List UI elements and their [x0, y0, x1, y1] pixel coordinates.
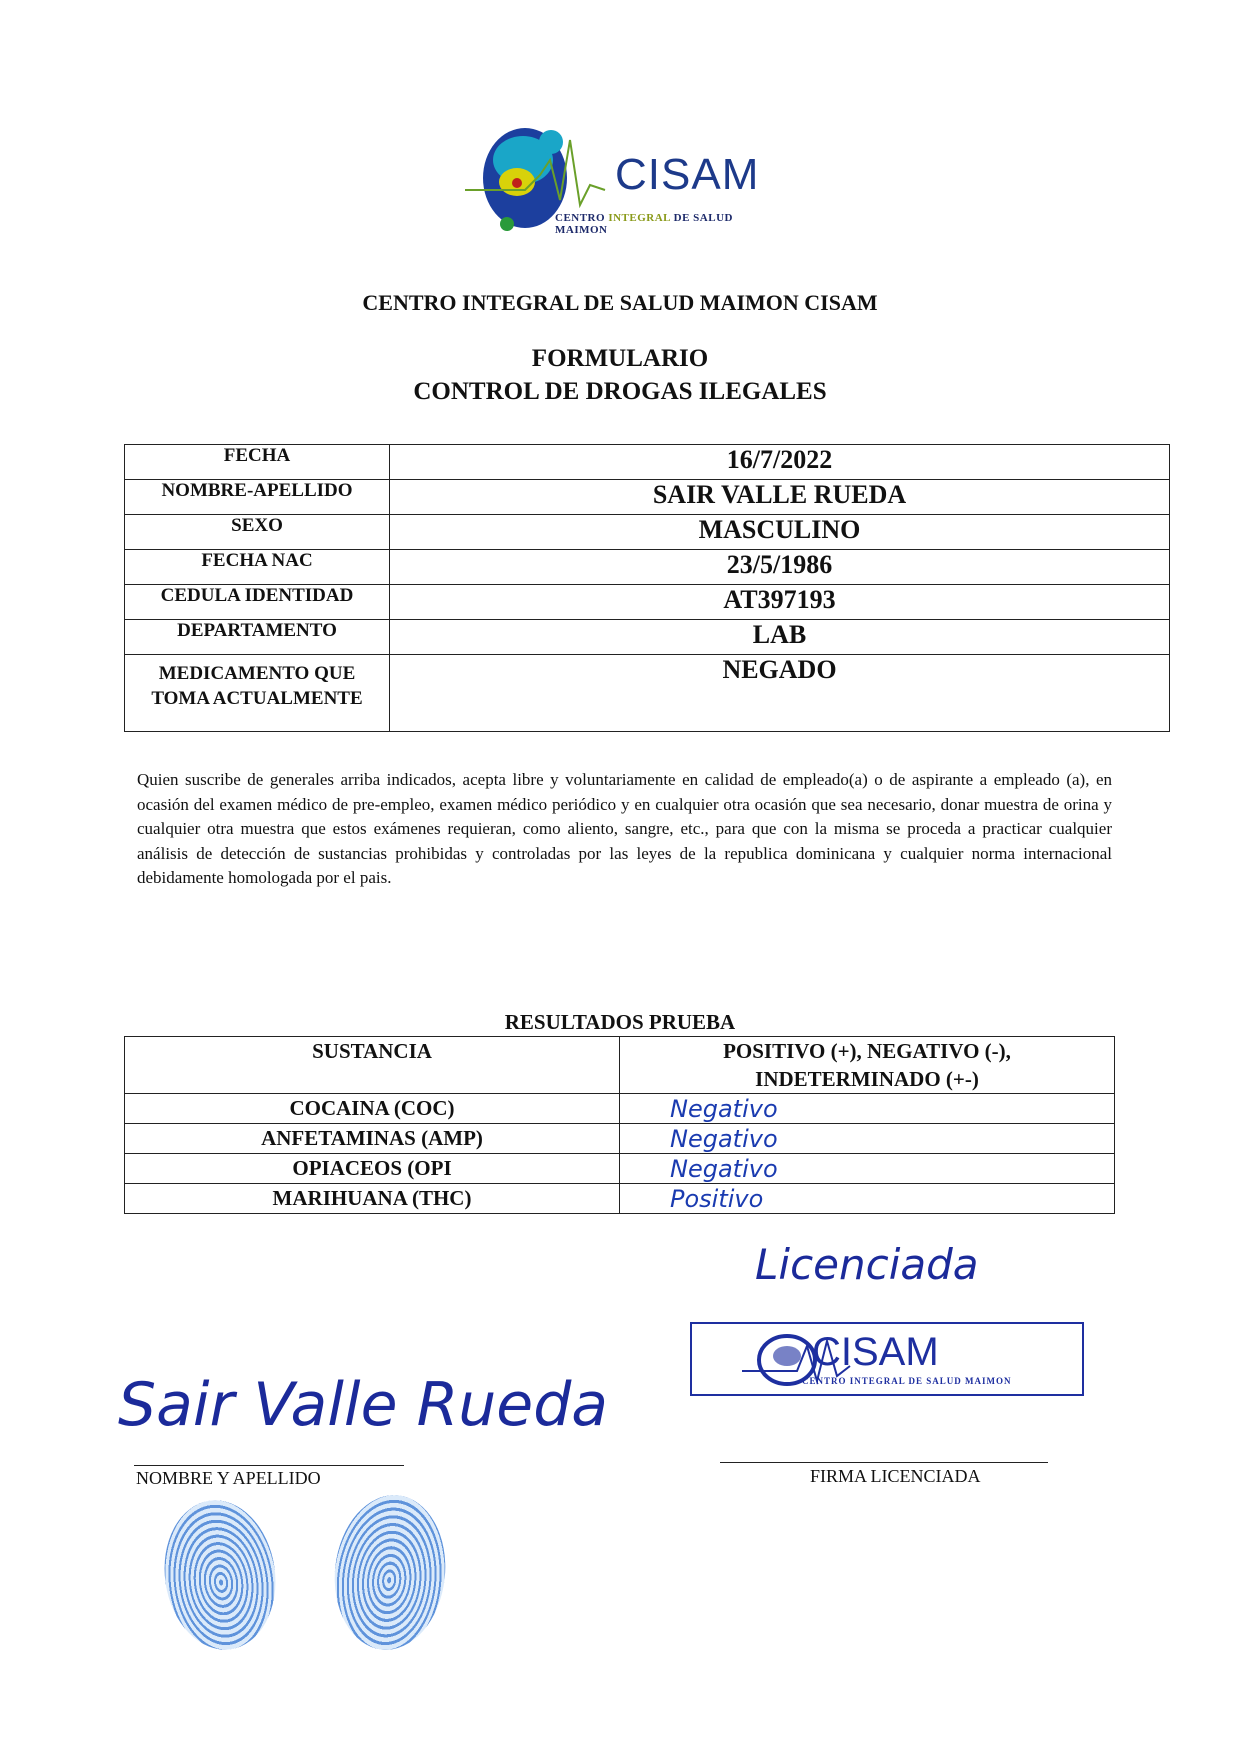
cisam-stamp [690, 1322, 1084, 1396]
fingerprint-icon [155, 1493, 285, 1657]
results-table [124, 1036, 1115, 1214]
info-row-medication [125, 655, 1170, 732]
substance-column-header: SUSTANCIA [125, 1037, 620, 1094]
organization-title: CENTRO INTEGRAL DE SALUD MAIMON CISAM [362, 290, 878, 315]
info-label: FECHA NAC [125, 550, 390, 585]
medication-value: NEGADO [390, 655, 1170, 732]
medication-label-line-1: MEDICAMENTO QUE [158, 663, 356, 684]
info-value: AT397193 [390, 585, 1170, 620]
firma-label: FIRMA LICENCIADA [810, 1466, 981, 1486]
signature-line-left [134, 1465, 404, 1466]
substance-cell: COCAINA (COC) [125, 1094, 620, 1124]
name-label: NOMBRE Y APELLIDO [136, 1468, 321, 1488]
info-row [125, 585, 1170, 620]
info-value: MASCULINO [390, 515, 1170, 550]
results-row [125, 1184, 1115, 1214]
technician-signature: Licenciada [755, 1240, 979, 1289]
fingerprint-icon [327, 1490, 453, 1656]
employee-signature: Sair Valle Rueda [118, 1370, 609, 1440]
info-row [125, 620, 1170, 655]
consent-paragraph: Quien suscribe de generales arriba indicados, acepta libre y voluntariamente en calidad de empleado(a) o de aspirante a empleado (a), en ocasión del examen médico de pre-empleo, examen médico periódico y en cualquier otra ocasión que sea necesario, donar muestra de orina y cualquier otra muestra que estos exámenes requieran, como aliento, sangre, etc., para que con la misma se proceda a practicar cualquier análisis de detección de sustancias prohibidas y controladas por las leyes de la republica dominicana y cualquier norma internacional debidamente homologada por el pais. [137, 770, 1112, 887]
medication-label-line-2: TOMA ACTUALMENTE [151, 688, 363, 709]
result-handwritten: Negativo [620, 1094, 1115, 1124]
results-title: RESULTADOS PRUEBA [504, 1010, 736, 1034]
info-label: DEPARTAMENTO [125, 620, 390, 655]
info-value: LAB [390, 620, 1170, 655]
info-row [125, 445, 1170, 480]
info-label: FECHA [125, 445, 390, 480]
info-row [125, 515, 1170, 550]
substance-cell: MARIHUANA (THC) [125, 1184, 620, 1214]
logo-brand-text: CISAM [615, 150, 760, 199]
info-value: 23/5/1986 [390, 550, 1170, 585]
signature-line-right [720, 1462, 1048, 1463]
results-row [125, 1154, 1115, 1184]
form-title: FORMULARIO [531, 345, 709, 372]
results-header-row [125, 1037, 1115, 1094]
logo-subtitle [555, 212, 785, 236]
results-row [125, 1094, 1115, 1124]
info-row [125, 480, 1170, 515]
info-label: CEDULA IDENTIDAD [125, 585, 390, 620]
result-handwritten: Positivo [620, 1184, 1115, 1214]
result-handwritten: Negativo [620, 1154, 1115, 1184]
info-value: 16/7/2022 [390, 445, 1170, 480]
substance-cell: OPIACEOS (OPI [125, 1154, 620, 1184]
stamp-subtitle: CENTRO INTEGRAL DE SALUD MAIMON [802, 1376, 1012, 1386]
result-handwritten: Negativo [620, 1124, 1115, 1154]
results-row [125, 1124, 1115, 1154]
info-label: SEXO [125, 515, 390, 550]
info-row [125, 550, 1170, 585]
info-label: NOMBRE-APELLIDO [125, 480, 390, 515]
patient-info-table [124, 444, 1170, 732]
logo-sub-mid: INTEGRAL [608, 212, 671, 224]
logo-sub-left: CENTRO [555, 212, 609, 224]
form-subtitle: CONTROL DE DROGAS ILEGALES [413, 378, 827, 405]
info-value: SAIR VALLE RUEDA [390, 480, 1170, 515]
medication-label [125, 655, 390, 732]
result-header-line-2: INDETERMINADO (+-) [755, 1067, 979, 1091]
cisam-logo [465, 120, 785, 240]
substance-cell: ANFETAMINAS (AMP) [125, 1124, 620, 1154]
result-column-header [620, 1037, 1115, 1094]
stamp-brand: CISAM [812, 1330, 939, 1374]
logo-sub-right: DE SALUD MAIMON [555, 212, 733, 236]
result-header-line-1: POSITIVO (+), NEGATIVO (-), [723, 1039, 1011, 1063]
